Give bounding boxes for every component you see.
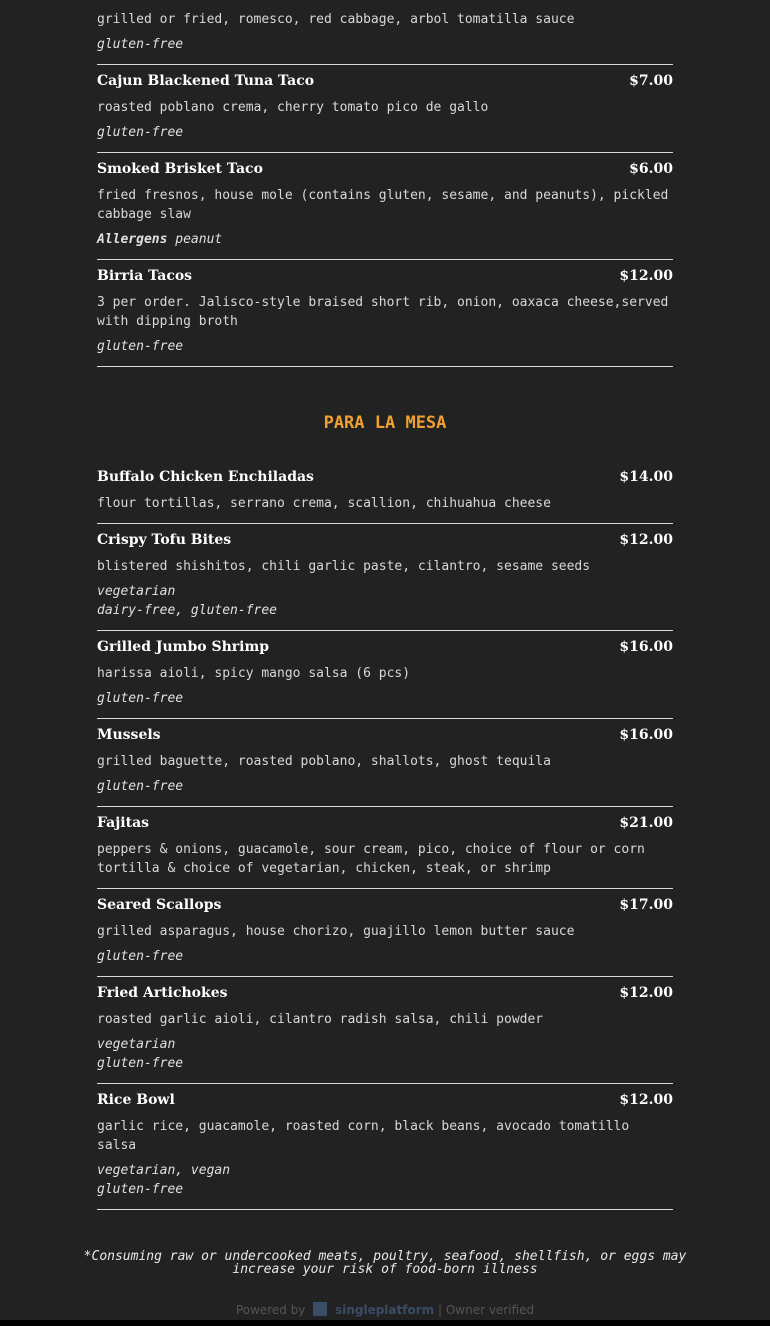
dietary-tag: gluten-free (97, 37, 184, 52)
menu-item (97, 524, 673, 631)
food-safety-disclaimer: *Consuming raw or undercooked meats, poultry, seafood, shellfish, or eggs may increase your risk of food-born illness (83, 1249, 687, 1277)
dietary-tag: gluten-free (97, 339, 184, 354)
dietary-tag: vegetarian (97, 1037, 176, 1052)
menu-item-name: Grilled Jumbo Shrimp (97, 639, 270, 655)
dietary-tag: gluten-free (97, 779, 184, 794)
menu-item (97, 1084, 673, 1210)
menu-item (97, 807, 673, 889)
menu-item-tags (97, 35, 673, 54)
menu-item (97, 631, 673, 719)
menu-item-description: blistered shishitos, chili garlic paste, cilantro, sesame seeds (97, 559, 591, 574)
menu-item-name: Mussels (97, 727, 161, 743)
footer-prefix: Powered by (235, 1303, 306, 1317)
menu-item-name: Buffalo Chicken Enchiladas (97, 469, 314, 485)
footer-brand-link[interactable]: singleplatform (335, 1303, 435, 1317)
menu-item-header (97, 73, 673, 95)
menu-item-header (97, 1092, 673, 1114)
menu-item-header (97, 469, 673, 491)
dietary-tag: gluten-free (97, 691, 184, 706)
menu-item-name: Seared Scallops (97, 897, 222, 913)
menu-item-name: Fried Artichokes (97, 985, 228, 1001)
dietary-tag: gluten-free (97, 1056, 184, 1071)
menu-item-description: fried fresnos, house mole (contains gluten, sesame, and peanuts), pickled cabbage slaw (97, 188, 669, 222)
menu-item-price: $21.00 (619, 815, 673, 831)
dietary-tag: gluten-free (97, 949, 184, 964)
menu-item-name: Cajun Blackened Tuna Taco (97, 73, 315, 89)
menu-item-tags (97, 947, 673, 966)
menu-item-header (97, 985, 673, 1007)
menu-item-price: $12.00 (619, 268, 673, 284)
menu-item-price: $17.00 (619, 897, 673, 913)
menu-item-price: $7.00 (629, 73, 673, 89)
menu-item-price: $16.00 (619, 639, 673, 655)
menu-item-name: Crispy Tofu Bites (97, 532, 232, 548)
bottom-bar (0, 1320, 770, 1326)
menu-item-tags (97, 1035, 673, 1073)
menu-item-tags (97, 337, 673, 356)
menu-item (97, 260, 673, 367)
allergens-value: peanut (175, 232, 223, 247)
menu-item-description: garlic rice, guacamole, roasted corn, black beans, avocado tomatillo salsa (97, 1119, 630, 1153)
menu-item-name: Rice Bowl (97, 1092, 175, 1108)
menu-item-description: grilled or fried, romesco, red cabbage, arbol tomatilla sauce (97, 12, 575, 27)
menu-item-name: Birria Tacos (97, 268, 193, 284)
dietary-tag: gluten-free (97, 125, 184, 140)
section-title: PARA LA MESA (323, 413, 447, 433)
menu-item-tags (97, 689, 673, 708)
menu-item (97, 0, 673, 65)
menu-item-tags (97, 1161, 673, 1199)
menu-item-description: grilled asparagus, house chorizo, guajillo lemon butter sauce (97, 924, 575, 939)
menu-item-price (629, 0, 673, 1)
menu-item (97, 719, 673, 807)
menu-item-header (97, 161, 673, 183)
menu-item-price: $6.00 (629, 161, 673, 177)
menu-list (97, 0, 673, 1210)
menu-item-description: roasted poblano crema, cherry tomato pico de gallo (97, 100, 489, 115)
dietary-tag: vegetarian (97, 584, 176, 599)
menu-item-description: 3 per order. Jalisco-style braised short rib, onion, oaxaca cheese,served with dipping broth (97, 295, 669, 329)
menu-item (97, 889, 673, 977)
menu-item-header (97, 897, 673, 919)
menu-item-description: flour tortillas, serrano crema, scallion, chihuahua cheese (97, 496, 551, 511)
menu-item-header (97, 639, 673, 661)
menu-item-header (97, 727, 673, 749)
menu-item-price: $14.00 (619, 469, 673, 485)
menu-item-name: Smoked Brisket Taco (97, 161, 263, 177)
menu-item-price: $12.00 (619, 1092, 673, 1108)
menu-item-description: roasted garlic aioli, cilantro radish salsa, chili powder (97, 1012, 544, 1027)
menu-item-price: $16.00 (619, 727, 673, 743)
footer-suffix: | Owner verified (437, 1303, 535, 1317)
menu-item-tags (97, 582, 673, 620)
menu-item-tags (97, 123, 673, 142)
menu-item-allergens (97, 230, 673, 249)
menu-item (97, 65, 673, 153)
footer (0, 1302, 770, 1317)
menu-item-description: peppers & onions, guacamole, sour cream, pico, choice of flour or corn tortilla & choice of vegetarian, chicken, steak, or shrimp (97, 842, 645, 876)
menu-item-description: harissa aioli, spicy mango salsa (6 pcs) (97, 666, 411, 681)
menu-item-description: grilled baguette, roasted poblano, shallots, ghost tequila (97, 754, 551, 769)
menu-item (97, 461, 673, 524)
menu-item-price: $12.00 (619, 985, 673, 1001)
menu-item (97, 153, 673, 260)
menu-item-header (97, 268, 673, 290)
menu-item (97, 977, 673, 1084)
menu-item-header (97, 815, 673, 837)
dietary-tag: dairy-free, gluten-free (97, 603, 278, 618)
menu-item-name: Fajitas (97, 815, 150, 831)
menu-item-tags (97, 777, 673, 796)
dietary-tag: gluten-free (97, 1182, 184, 1197)
menu-item-header (97, 0, 673, 7)
dietary-tag: vegetarian, vegan (97, 1163, 231, 1178)
menu-item-header (97, 532, 673, 554)
menu-item-price: $12.00 (619, 532, 673, 548)
menu-item-name (97, 0, 216, 1)
allergens-label: Allergens (97, 232, 168, 247)
singleplatform-logo-icon (313, 1302, 327, 1316)
